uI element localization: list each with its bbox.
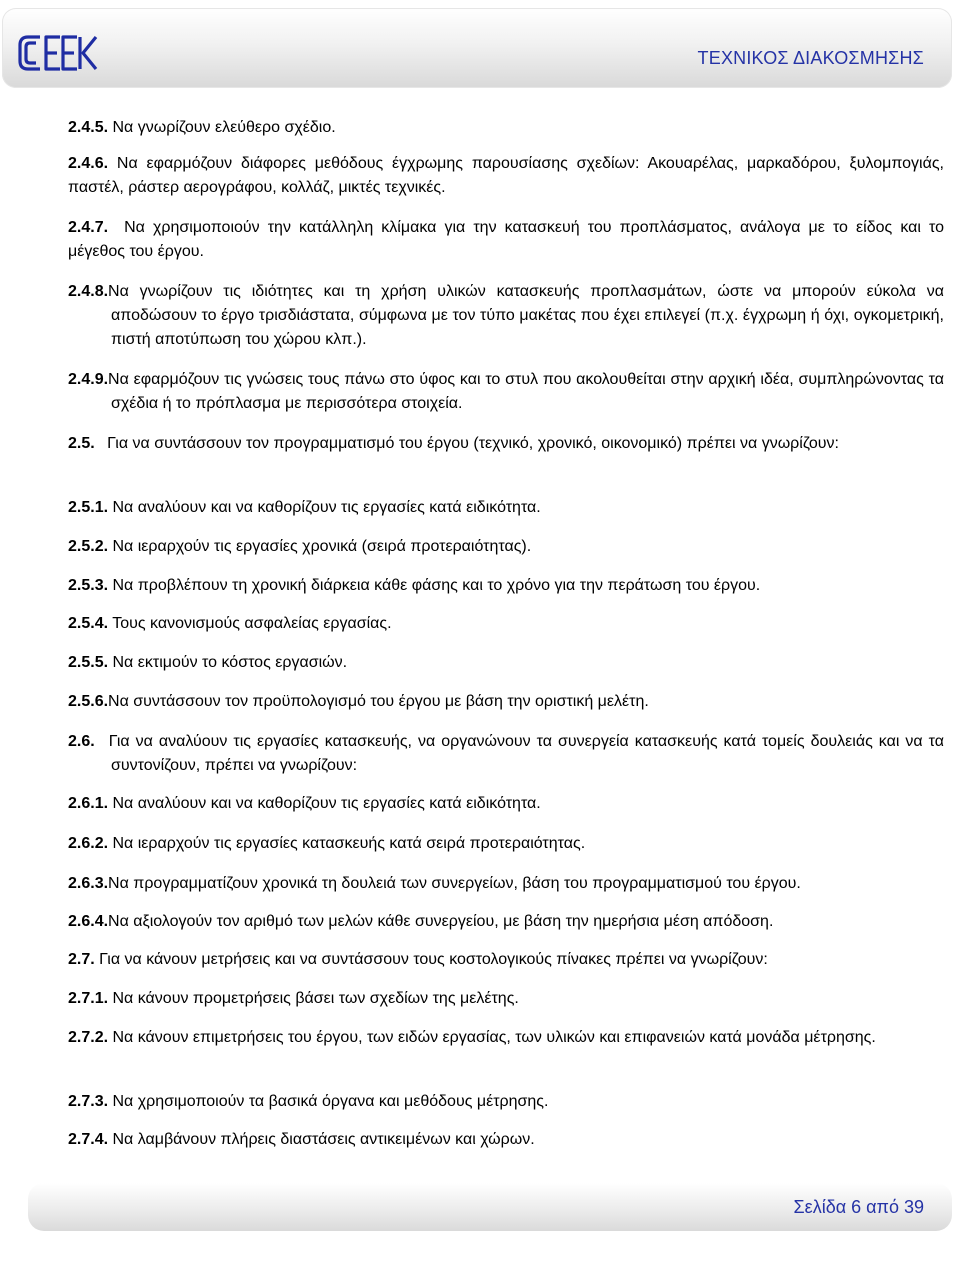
list-item: 2.7.2. Να κάνουν επιμετρήσεις του έργου, των ειδών εργασίας, των υλικών και επιφανειών κατά μονάδα μέτρησης. [68,1029,876,1046]
list-item: 2.5.1. Να αναλύουν και να καθορίζουν τις εργασίες κατά ειδικότητα. [68,499,541,516]
list-item: 2.6.2. Να ιεραρχούν τις εργασίες κατασκευής κατά σειρά προτεραιότητας. [68,835,586,852]
list-item: 2.4.7. Να χρησιμοποιούν την κατάλληλη κλίμακα για την κατασκευή του προπλάσματος, ανάλογα με το είδος και το μέγεθος του έργου. [68,219,944,260]
list-item: 2.5.6.Να συντάσσουν τον προϋπολογισμό του έργου με βάση την οριστική μελέτη. [68,693,649,710]
list-item: 2.4.5. Να γνωρίζουν ελεύθερο σχέδιο. [68,119,336,136]
list-item: 2.7.3. Να χρησιμοποιούν τα βασικά όργανα και μεθόδους μέτρησης. [68,1093,549,1110]
list-item: 2.5. Για να συντάσσουν τον προγραμματισμό του έργου (τεχνικό, χρονικό, οικονομικό) πρέπει να γνωρίζουν: [68,435,839,452]
list-item: 2.7.4. Να λαμβάνουν πλήρεις διαστάσεις αντικειμένων και χώρων. [68,1131,535,1148]
list-item: 2.6. Για να αναλύουν τις εργασίες κατασκευής, να οργανώνουν τα συνεργεία κατασκευής κατά τομείς δουλειάς και να τα συντονίζουν, πρέπει να γνωρίζουν: [68,733,944,774]
header-title: ΤΕΧΝΙΚΟΣ ΔΙΑΚΟΣΜΗΣΗΣ [697,48,924,68]
list-item: 2.4.6. Να εφαρμόζουν διάφορες μεθόδους έγχρωμης παρουσίασης σχεδίων: Ακουαρέλας, μαρκαδόρου, ξυλομπογιάς, παστέλ, ράστερ αερογράφου, κολλάζ, μικτές τεχνικές. [68,155,944,196]
list-item: 2.7. Για να κάνουν μετρήσεις και να συντάσσουν τους κοστολογικούς πίνακες πρέπει να γνωρίζουν: [68,951,768,968]
list-item: 2.4.8.Να γνωρίζουν τις ιδιότητες και τη χρήση υλικών κατασκευής προπλασμάτων, ώστε να μπορούν εύκολα να αποδώσουν το έργο τρισδιάστατα, σύμφωνα με τον τύπο μακέτας που έχει επιλεγεί (π.χ. έγχρωμη ή όχι, ογκομετρική, πιστή αποτύπωση του χώρου κλπ.). [68,283,944,348]
list-item: 2.5.2. Να ιεραρχούν τις εργασίες χρονικά (σειρά προτεραιότητας). [68,538,532,555]
list-item: 2.5.5. Να εκτιμούν το κόστος εργασιών. [68,654,348,671]
list-item: 2.6.3.Να προγραμματίζουν χρονικά τη δουλειά των συνεργείων, βάση του προγραμματισμού του έργου. [68,875,801,892]
list-item: 2.6.1. Να αναλύουν και να καθορίζουν τις εργασίες κατά ειδικότητα. [68,795,541,812]
list-item: 2.5.4. Τους κανονισμούς ασφαλείας εργασίας. [68,615,392,632]
list-item: 2.4.9.Να εφαρμόζουν τις γνώσεις τους πάνω στο ύφος και το στυλ που ακολουθείται στην αρχική ιδέα, συμπληρώνοντας τα σχέδια ή το πρόπλασμα με περισσότερα στοιχεία. [68,371,944,412]
list-item: 2.6.4.Να αξιολογούν τον αριθμό των μελών κάθε συνεργείου, με βάση την ημερήσια μέση απόδοση. [68,913,774,930]
page-number: Σελίδα 6 από 39 [793,1197,924,1217]
list-item: 2.7.1. Να κάνουν προμετρήσεις βάσει των σχεδίων της μελέτης. [68,990,519,1007]
list-item: 2.5.3. Να προβλέπουν τη χρονική διάρκεια κάθε φάσης και το χρόνο για την περάτωση του έργου. [68,577,761,594]
